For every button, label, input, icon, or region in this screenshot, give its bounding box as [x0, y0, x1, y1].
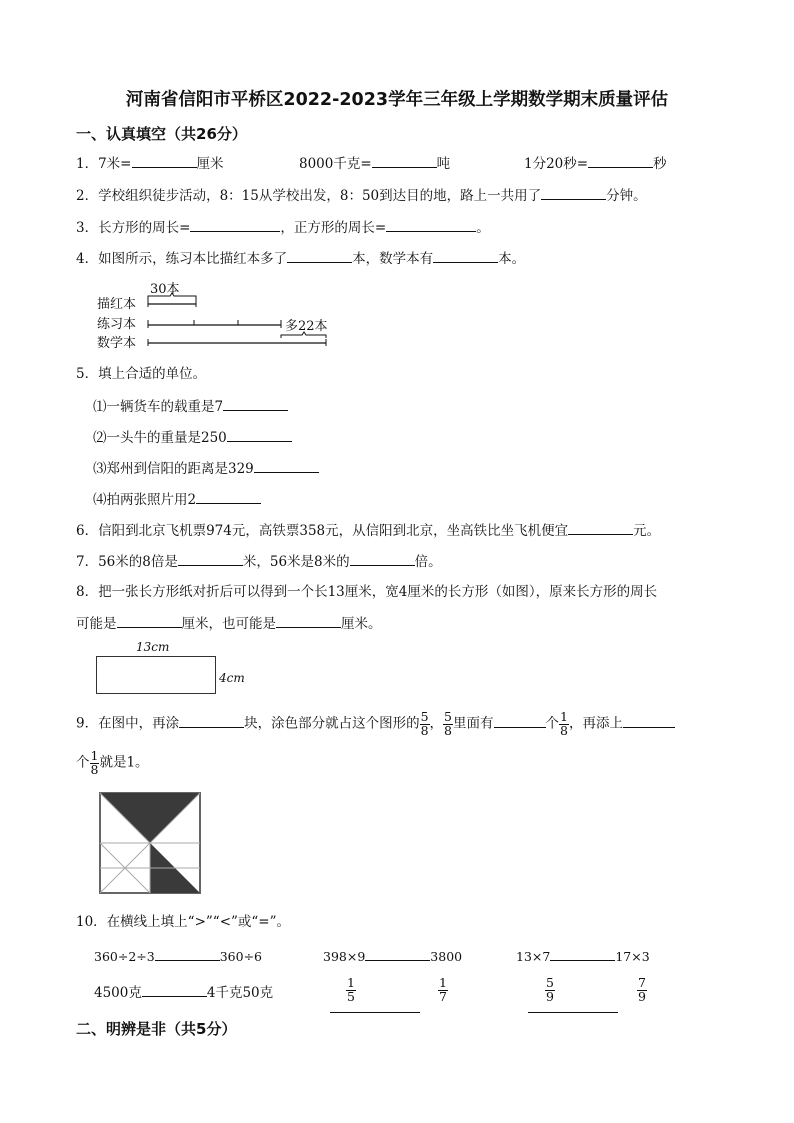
answer-blank[interactable]: [623, 713, 675, 728]
expr: 360÷2÷3: [94, 949, 155, 964]
page-title: 河南省信阳市平桥区2022-2023学年三年级上学期数学期末质量评估: [125, 90, 669, 110]
q1-a-unit: 厘米: [196, 156, 224, 172]
denominator: 9: [638, 988, 646, 1004]
expr: 398×9: [323, 949, 366, 964]
q9-text: 9．在图中，再涂: [76, 715, 180, 732]
q5-item: [93, 396, 288, 417]
q6-unit: 元。: [633, 523, 661, 539]
answer-blank[interactable]: [155, 946, 220, 961]
q5-item-text: ⑴一辆货车的载重是7: [93, 399, 224, 415]
q3-text: 3．长方形的周长=: [76, 220, 191, 236]
fraction-1-5: [346, 977, 356, 1003]
expr: 360÷6: [219, 949, 263, 964]
answer-blank[interactable]: [365, 946, 430, 961]
expr: 4500克: [94, 985, 142, 1001]
q8-mid: 厘米，也可能是: [181, 616, 276, 632]
denominator: 8: [420, 722, 429, 738]
q1-number: 1．: [76, 156, 99, 172]
answer-blank[interactable]: [550, 946, 615, 961]
answer-blank[interactable]: [330, 1012, 420, 1013]
q4-text: 4．如图所示，练习本比描红本多了: [76, 251, 288, 267]
q10-compare: [94, 946, 262, 967]
fraction-5-9: [545, 977, 555, 1003]
answer-blank[interactable]: [350, 551, 415, 566]
comma: ，: [429, 715, 444, 732]
q1-c-text: 1分20秒=: [524, 156, 589, 172]
diagram-label-more: 多22本: [285, 319, 328, 334]
q7-end: 倍。: [414, 554, 442, 570]
answer-blank[interactable]: [223, 396, 288, 411]
fraction-1-8: [90, 750, 100, 776]
q10-compare: [94, 982, 273, 1003]
q8-text: 可能是: [76, 616, 117, 632]
question-5: 5．填上合适的单位。: [76, 366, 207, 382]
q4-mid: 本，数学本有: [352, 251, 434, 267]
numerator: 1: [90, 748, 99, 763]
diagram-row-label: 练习本: [97, 317, 137, 332]
question-9-line2: [76, 750, 149, 776]
question-10: 10．在横线上填上“>”“<”或“=”。: [76, 914, 291, 930]
q2-text: 2．学校组织徒步活动，8：15从学校出发，8：50到达目的地，路上一共用了: [76, 188, 542, 204]
question-7: [76, 551, 442, 572]
question-8-line2: [76, 613, 382, 634]
fraction-5-8: [443, 711, 453, 737]
numerator: 5: [546, 975, 554, 990]
question-6: [76, 520, 660, 541]
fraction-1-8: [559, 711, 569, 737]
denominator: 8: [90, 761, 99, 777]
answer-blank[interactable]: [227, 427, 292, 442]
q1-b-text: 8000千克=: [299, 156, 372, 172]
q1-a-text: 7米=: [98, 156, 132, 172]
answer-blank[interactable]: [494, 713, 546, 728]
q10-compare: [516, 946, 650, 967]
q5-item-text: ⑶郑州到信阳的距离是329: [93, 461, 254, 477]
answer-blank[interactable]: [254, 458, 319, 473]
q9-mid3: 个: [76, 754, 90, 771]
diagram-row-label: 描红本: [97, 297, 137, 312]
q9-end: 就是1。: [99, 754, 149, 771]
rect-width-label: 4cm: [219, 671, 245, 685]
answer-blank[interactable]: [179, 713, 244, 728]
expr: 17×3: [615, 949, 650, 964]
answer-blank[interactable]: [528, 1012, 618, 1013]
q1-c-unit: 秒: [653, 156, 667, 172]
denominator: 8: [560, 722, 568, 738]
numerator: 5: [444, 709, 452, 724]
question-9: [76, 711, 675, 737]
fraction-square-figure: [100, 793, 200, 893]
q5-item: [93, 489, 261, 510]
denominator: 5: [347, 988, 355, 1004]
q7-mid: 米，56米是8米的: [242, 554, 350, 570]
q9-mid3: 个: [545, 715, 559, 732]
q1-b-unit: 吨: [436, 156, 451, 172]
rectangle-figure: [96, 656, 216, 694]
answer-blank[interactable]: [276, 613, 341, 628]
q3-end: 。: [476, 220, 490, 236]
answer-blank[interactable]: [568, 520, 633, 535]
numerator: 5: [420, 709, 429, 724]
denominator: 9: [546, 988, 554, 1004]
q5-item: [93, 427, 292, 448]
numerator: 1: [560, 709, 568, 724]
numerator: 1: [439, 975, 447, 990]
fraction-7-9: [637, 977, 647, 1003]
q10-compare: [323, 946, 462, 967]
expr: 3800: [430, 949, 463, 964]
expr: 4千克50克: [206, 985, 274, 1001]
rect-length-label: 13cm: [136, 640, 170, 654]
q4-end: 本。: [498, 251, 526, 267]
question-8: 8．把一张长方形纸对折后可以得到一个长13厘米，宽4厘米的长方形（如图），原来长方形的周长: [76, 584, 658, 600]
q2-unit: 分钟。: [606, 188, 647, 204]
diagram-label-30: 30本: [150, 282, 180, 297]
q5-item-text: ⑵一头牛的重量是250: [93, 430, 227, 446]
q5-item-text: ⑷拍两张照片用2: [93, 492, 197, 508]
fraction-5-8: [420, 711, 430, 737]
answer-blank[interactable]: [142, 982, 207, 997]
q9-mid2: 里面有: [453, 715, 494, 732]
answer-blank[interactable]: [196, 489, 261, 504]
q3-mid: ，正方形的周长=: [280, 220, 387, 236]
q9-mid4: ，再添上: [568, 715, 623, 732]
q9-mid1: 块，涂色部分就占这个图形的: [244, 715, 420, 732]
expr: 13×7: [516, 949, 551, 964]
brace-top: [148, 293, 196, 300]
fraction-1-7: [438, 977, 448, 1003]
answer-blank[interactable]: [178, 551, 243, 566]
q8-end: 厘米。: [341, 616, 382, 632]
answer-blank[interactable]: [117, 613, 182, 628]
diagram-row-label: 数学本: [97, 336, 137, 351]
denominator: 8: [444, 722, 452, 738]
q7-text: 7．56米的8倍是: [76, 554, 178, 570]
section-heading-2: 二、明辨是非（共5分）: [76, 1020, 237, 1038]
numerator: 1: [347, 975, 355, 990]
q5-item: [93, 458, 319, 479]
denominator: 7: [439, 988, 447, 1004]
q6-text: 6．信阳到北京飞机票974元，高铁票358元，从信阳到北京，坐高铁比坐飞机便宜: [76, 523, 569, 539]
numerator: 7: [638, 975, 646, 990]
brace-more: [281, 332, 326, 338]
section-heading-1: 一、认真填空（共26分）: [76, 125, 247, 143]
